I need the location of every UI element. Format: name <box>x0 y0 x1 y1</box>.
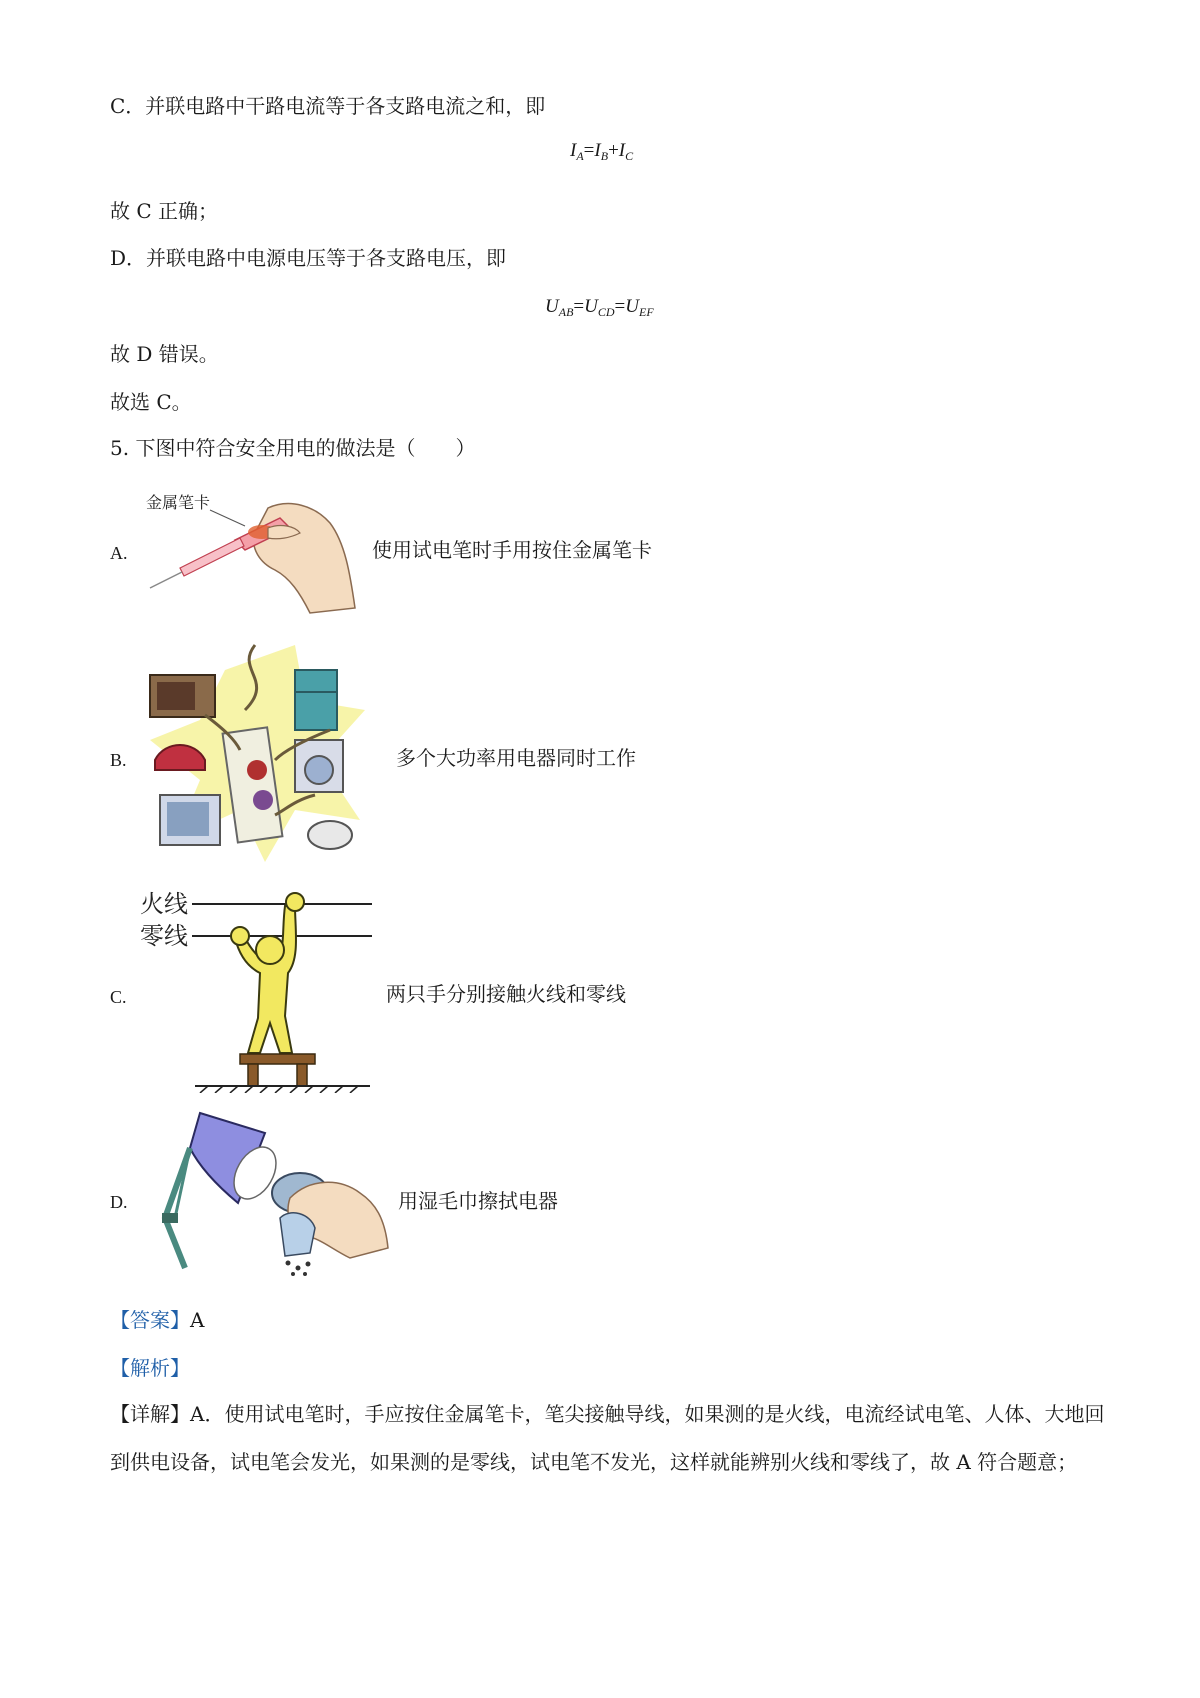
option-d-result: 故 D 错误。 <box>110 342 219 366</box>
option-a-letter: A. <box>110 543 128 563</box>
overloaded-socket-illustration <box>145 640 370 865</box>
option-a-caption: 使用试电笔时手用按住金属笔卡 <box>372 538 652 562</box>
live-wire-label: 火线 <box>140 890 188 918</box>
desk-lamp-wet-towel-illustration <box>160 1108 390 1276</box>
option-c-result: 故 C 正确； <box>110 199 219 223</box>
answer-label: 【答案】 <box>110 1308 190 1332</box>
option-d-caption: 用湿毛巾擦拭电器 <box>398 1189 558 1213</box>
option-b-caption: 多个大功率用电器同时工作 <box>396 746 636 770</box>
detail-label: 【详解】 <box>110 1402 190 1426</box>
analysis-label: 【解析】 <box>110 1356 190 1380</box>
option-c-explanation: C．并联电路中干路电流等于各支路电流之和，即 <box>110 94 546 118</box>
person-touching-wires-illustration <box>140 888 375 1093</box>
test-pen-hand-illustration <box>140 488 360 618</box>
detail-paragraph <box>110 1390 1110 1486</box>
option-c-letter: C. <box>110 987 127 1007</box>
answer-line <box>110 1306 204 1334</box>
current-formula: $I_A=I_B+I_C$ <box>570 140 634 163</box>
neutral-wire-label: 零线 <box>140 922 188 950</box>
voltage-formula: $U_{AB}=U_{CD}=U_{EF}$ <box>545 296 654 319</box>
question-stem: 5. 下图中符合安全用电的做法是（ ） <box>110 436 476 460</box>
option-c-caption: 两只手分别接触火线和零线 <box>386 982 626 1006</box>
option-d-letter: D. <box>110 1192 128 1212</box>
metal-clip-label: 金属笔卡 <box>146 493 211 512</box>
answer-value: A <box>190 1308 205 1332</box>
final-choice: 故选 C。 <box>110 390 192 414</box>
option-d-explanation: D．并联电路中电源电压等于各支路电压，即 <box>110 246 507 270</box>
detail-text: A．使用试电笔时，手应按住金属笔卡，笔尖接触导线，如果测的是火线，电流经试电笔、人体、大地回到供电设备，试电笔会发光，如果测的是零线，试电笔不发光，这样就能辨别火线和零线了，故 A 符合题意； <box>110 1402 1105 1474</box>
option-b-letter: B. <box>110 750 127 770</box>
